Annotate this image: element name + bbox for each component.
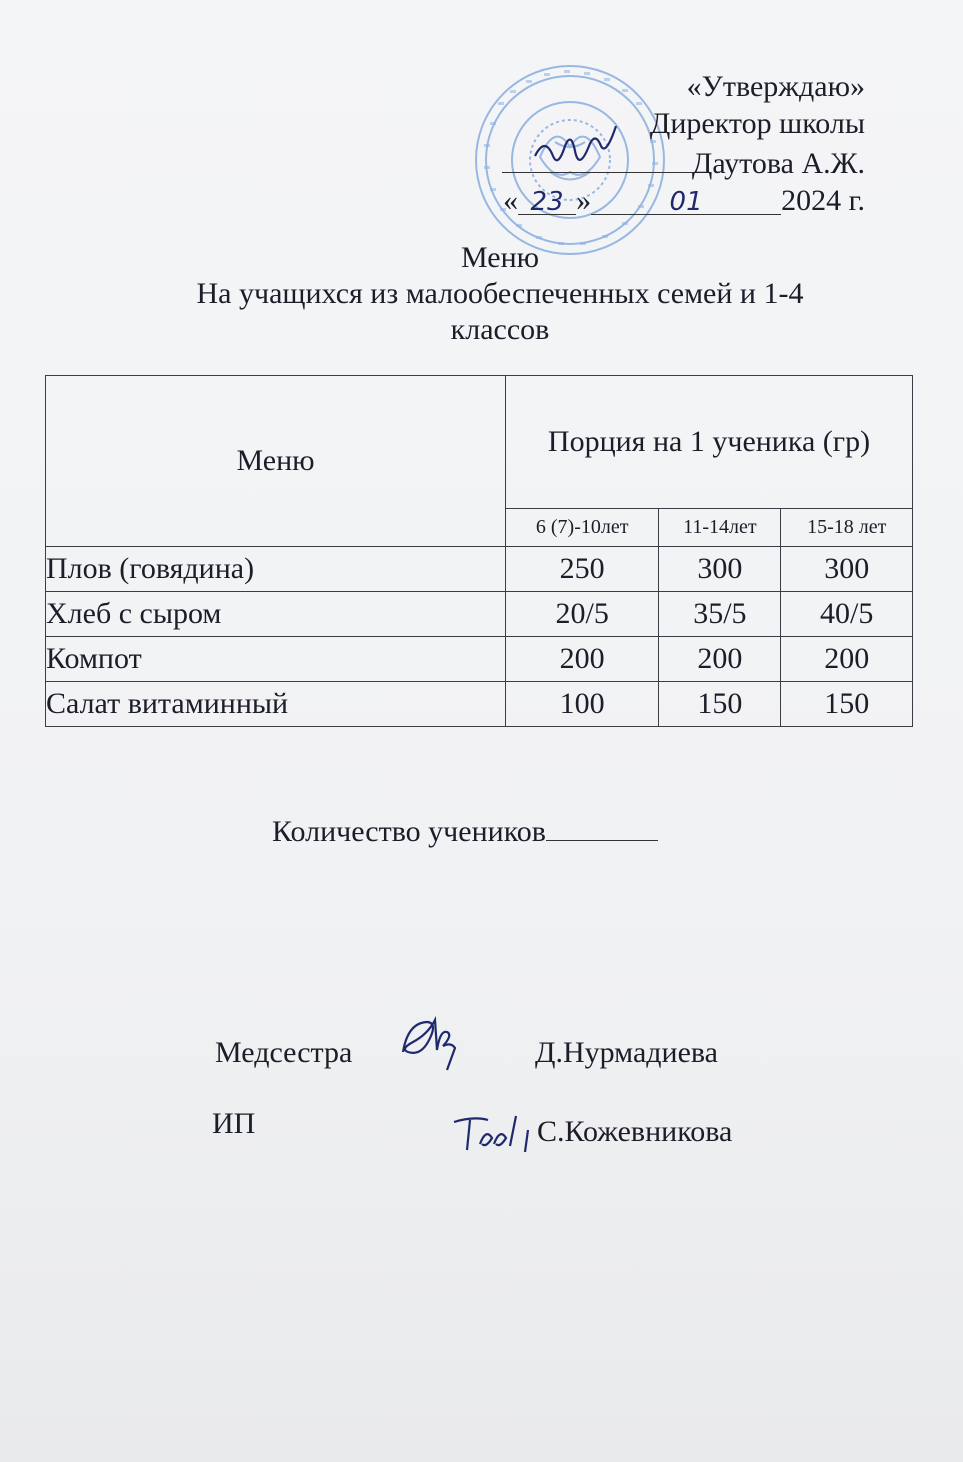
document-subtitle-line2: классов [450, 313, 550, 346]
portion-value: 200 [781, 637, 913, 682]
document-subtitle-line1: На учащихся из малообеспеченных семей и 1-4 [196, 277, 804, 310]
date-year: 2024 г. [781, 184, 865, 217]
student-count-label: Количество учеников [272, 815, 546, 848]
dish-name: Плов (говядина) [46, 547, 506, 592]
portion-value: 40/5 [781, 592, 913, 637]
nurse-signature-row [215, 1036, 352, 1070]
approval-date [502, 182, 865, 219]
approval-position: Директор школы [649, 107, 865, 140]
ip-name-row [537, 1115, 732, 1149]
table-row [46, 547, 913, 592]
table-row [46, 637, 913, 682]
portion-value: 20/5 [506, 592, 659, 637]
ip-role: ИП [212, 1107, 256, 1140]
ip-name: С.Кожевникова [537, 1115, 733, 1148]
nurse-name-row [535, 1036, 718, 1070]
header-age-group: 15-18 лет [781, 508, 913, 546]
director-signature [530, 126, 620, 176]
ip-signature-row [212, 1107, 255, 1141]
nurse-role: Медсестра [215, 1036, 353, 1069]
date-close-quote: » [576, 184, 592, 217]
portion-value: 150 [659, 682, 781, 727]
portion-value: 300 [781, 547, 913, 592]
header-age-group: 11-14лет [659, 508, 781, 546]
date-open-quote: « [503, 184, 519, 217]
nurse-signature [395, 1012, 465, 1074]
document-heading [150, 240, 850, 348]
header-age-group: 6 (7)-10лет [506, 508, 659, 546]
menu-table [45, 375, 913, 727]
portion-value: 300 [659, 547, 781, 592]
student-count [272, 812, 658, 849]
table-row [46, 592, 913, 637]
approval-title: «Утверждаю» [686, 70, 865, 103]
dish-name: Салат витаминный [46, 682, 506, 727]
document-title: Меню [460, 241, 540, 274]
header-menu: Меню [46, 376, 506, 547]
portion-value: 200 [659, 637, 781, 682]
nurse-name: Д.Нурмадиева [535, 1036, 718, 1069]
approval-director-name: Даутова А.Ж. [691, 147, 865, 180]
portion-value: 150 [781, 682, 913, 727]
portion-value: 35/5 [659, 592, 781, 637]
portion-value: 200 [506, 637, 659, 682]
table-row [46, 682, 913, 727]
header-portion: Порция на 1 ученика (гр) [506, 376, 913, 509]
student-count-blank [546, 812, 658, 841]
date-day: 23 [518, 184, 576, 215]
portion-value: 250 [506, 547, 659, 592]
date-month: 01 [591, 184, 781, 215]
portion-value: 100 [506, 682, 659, 727]
dish-name: Компот [46, 637, 506, 682]
dish-name: Хлеб с сыром [46, 592, 506, 637]
ip-signature [450, 1110, 535, 1155]
